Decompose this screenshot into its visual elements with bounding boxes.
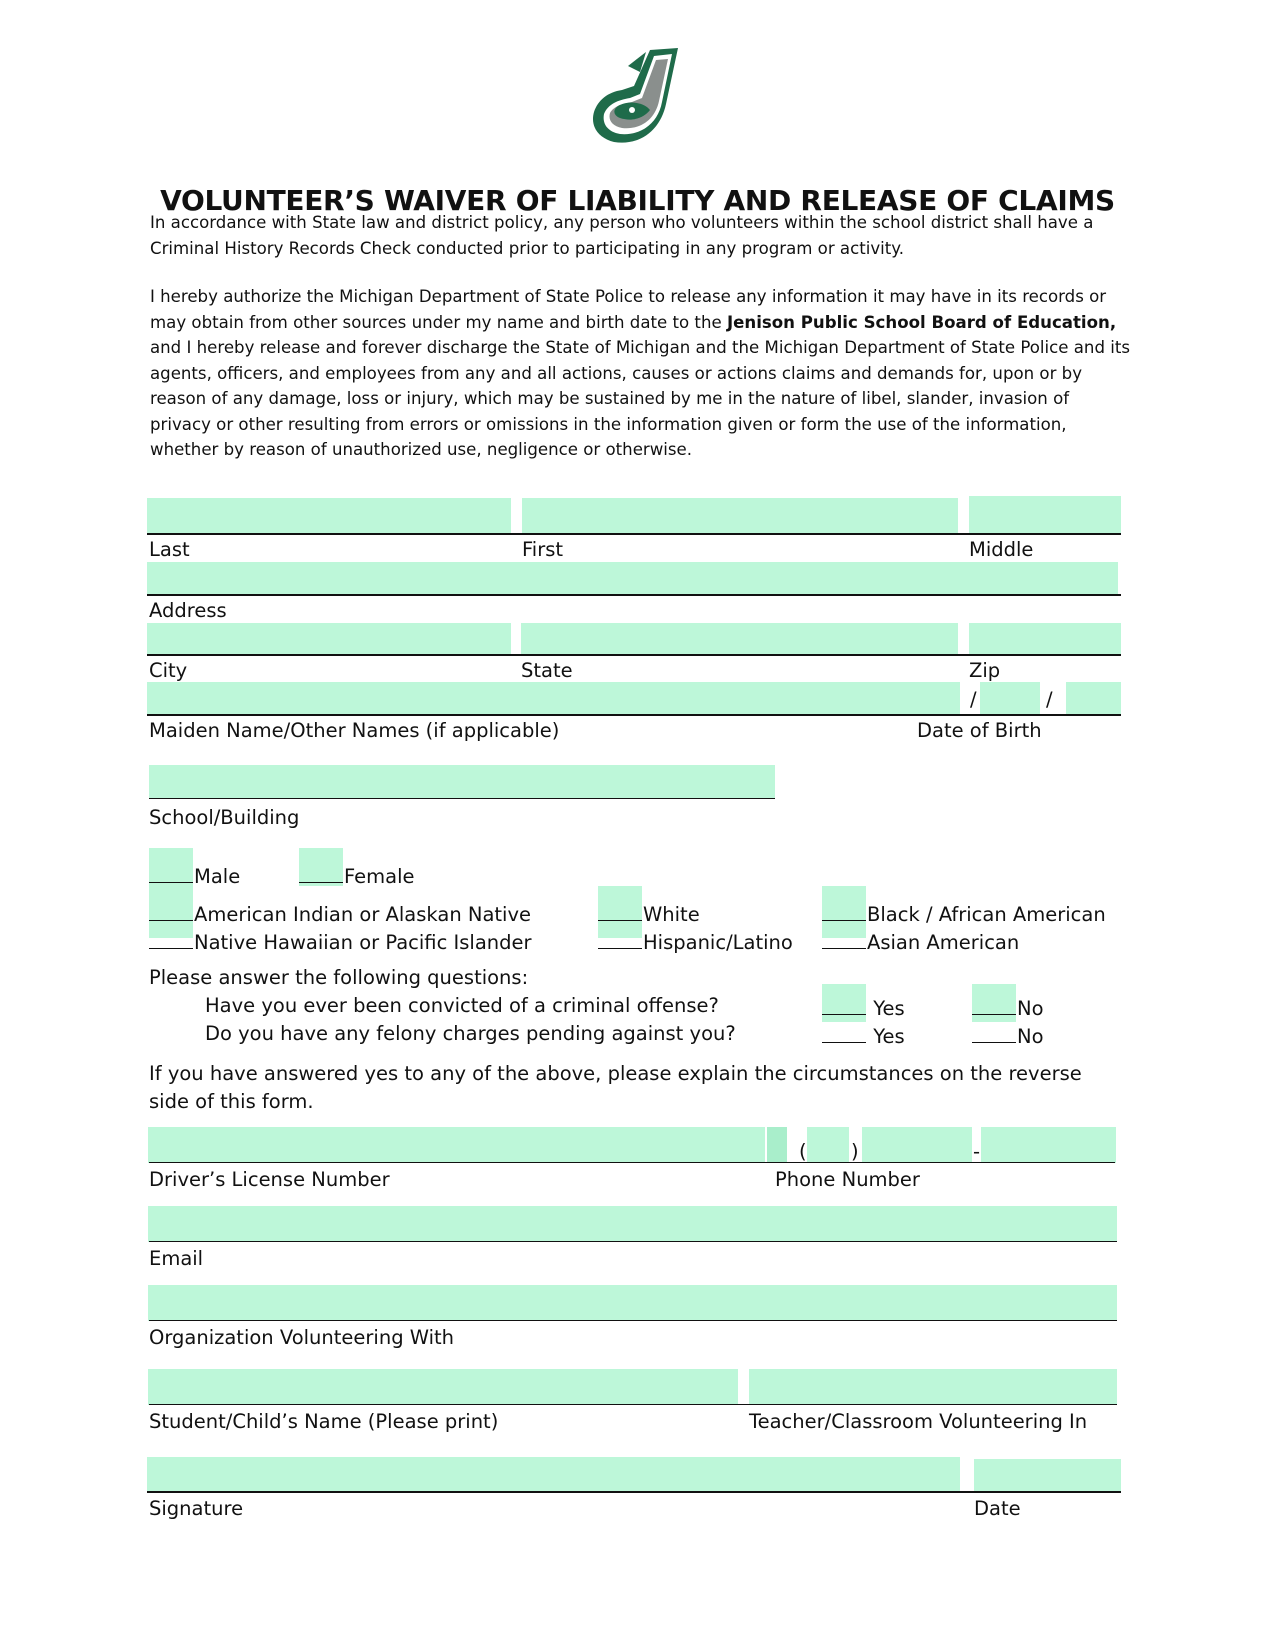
email-field[interactable]: [148, 1206, 1117, 1242]
q2-yes-label: Yes: [873, 1025, 905, 1048]
state-label: State: [521, 659, 573, 682]
address-line: [147, 594, 1121, 596]
male-blank: [149, 862, 193, 883]
explain-note: If you have answered yes to any of the above, please explain the circumstances on the reverse side of this form.: [149, 1062, 1082, 1113]
middle-name-field[interactable]: [969, 496, 1121, 533]
q1-yes-blank: [822, 994, 866, 1015]
first-name-field[interactable]: [522, 498, 958, 533]
black-blank: [822, 900, 866, 921]
phone-gap: [767, 1127, 787, 1163]
q1-yes-label: Yes: [873, 997, 905, 1020]
phone-prefix-field[interactable]: [862, 1127, 972, 1163]
authorization-board-name: Jenison Public School Board of Education,: [726, 312, 1117, 332]
q2-no-label: No: [1017, 1025, 1044, 1048]
hispanic-label: Hispanic/Latino: [643, 931, 793, 954]
white-label: White: [643, 903, 700, 926]
name-line: [147, 533, 1121, 535]
phone-open-paren: (: [799, 1140, 807, 1163]
school-label: School/Building: [149, 806, 300, 829]
school-line: [149, 798, 775, 799]
signature-field[interactable]: [147, 1457, 960, 1491]
question-criminal-offense: Have you ever been convicted of a criminal offense?: [205, 994, 719, 1017]
student-name-field[interactable]: [148, 1369, 738, 1405]
asian-label: Asian American: [867, 931, 1020, 954]
black-label: Black / African American: [867, 903, 1106, 926]
organization-label: Organization Volunteering With: [149, 1326, 455, 1349]
city-label: City: [149, 659, 188, 682]
signature-label: Signature: [149, 1497, 244, 1520]
phone-line-number-field[interactable]: [981, 1127, 1116, 1163]
female-label: Female: [344, 865, 415, 888]
phone-dash: -: [973, 1140, 981, 1163]
middle-label: Middle: [969, 538, 1034, 561]
date-field[interactable]: [974, 1459, 1121, 1491]
female-option: [299, 862, 415, 889]
american-indian-label: American Indian or Alaskan Native: [194, 903, 532, 926]
q2-yes-option[interactable]: [822, 1022, 905, 1049]
asian-blank: [822, 928, 866, 949]
dob-separator-2: /: [1046, 688, 1053, 711]
q1-no-option: [972, 994, 1044, 1021]
maiden-label: Maiden Name/Other Names (if applicable): [149, 719, 560, 742]
school-building-field[interactable]: [149, 765, 775, 799]
last-name-field[interactable]: [147, 498, 511, 533]
hawaiian-blank: [149, 928, 193, 949]
city-field[interactable]: [147, 623, 511, 655]
authorization-text-start: I hereby authorize the Michigan Department of State Police to release any information it may have in its records or may obtain from other sources under my name and birth date to the: [150, 287, 1107, 332]
address-label: Address: [149, 599, 227, 622]
white-option: [598, 900, 700, 927]
signature-line: [147, 1491, 1121, 1493]
q1-no-blank: [972, 994, 1016, 1015]
hispanic-blank: [598, 928, 642, 949]
american-indian-option: [149, 900, 531, 927]
address-field[interactable]: [147, 562, 1118, 595]
dob-separator-1: /: [970, 688, 977, 711]
drivers-license-field[interactable]: [148, 1127, 765, 1163]
zip-field[interactable]: [969, 623, 1121, 655]
maiden-line: [147, 714, 1121, 716]
date-label: Date: [974, 1497, 1021, 1520]
phone-close-paren: ): [851, 1140, 859, 1163]
license-label: Driver’s License Number: [149, 1168, 390, 1191]
dob-year-field[interactable]: [1066, 682, 1121, 714]
asian-option: [822, 928, 1019, 955]
q2-no-blank: [972, 1022, 1016, 1043]
male-option: [149, 862, 240, 889]
email-line: [149, 1241, 1117, 1242]
authorization-text-end: and I hereby release and forever discharge the State of Michigan and the Michigan Department of State Police and its agents, officers, and employees from any and all actions, causes or actions claims and demands for, upon or by reason of any damage, loss or injury, which may be sustained by me in the nature of libel, slander, invasion of privacy or other resulting from errors or omissions in the information given or form the use of the information, whether by reason of unauthorized use, negligence or otherwise.: [150, 338, 1131, 459]
question-felony-charges: Do you have any felony charges pending against you?: [205, 1022, 736, 1045]
email-label: Email: [149, 1247, 204, 1270]
phone-label: Phone Number: [775, 1168, 920, 1191]
teacher-classroom-field[interactable]: [749, 1369, 1117, 1405]
form-title: VOLUNTEER’S WAIVER OF LIABILITY AND RELEASE OF CLAIMS: [160, 184, 1115, 217]
questions-prompt: Please answer the following questions:: [149, 966, 529, 989]
female-blank: [299, 862, 343, 883]
organization-field[interactable]: [148, 1285, 1117, 1321]
hawaiian-label: Native Hawaiian or Pacific Islander: [194, 931, 532, 954]
american-indian-blank: [149, 900, 193, 921]
authorization-paragraph: [150, 284, 1135, 463]
q1-yes-option: [822, 994, 905, 1021]
last-label: Last: [149, 538, 190, 561]
dob-day-field[interactable]: [980, 682, 1040, 714]
maiden-name-field[interactable]: [147, 682, 960, 714]
hawaiian-option: [149, 928, 532, 955]
student-teacher-line: [149, 1404, 1117, 1405]
organization-line: [149, 1320, 1117, 1321]
hispanic-option: [598, 928, 793, 955]
student-label: Student/Child’s Name (Please print): [149, 1410, 499, 1433]
state-field[interactable]: [521, 623, 958, 655]
zip-label: Zip: [969, 659, 1001, 682]
intro-paragraph: In accordance with State law and district policy, any person who volunteers within the school district shall have a Criminal History Records Check conducted prior to participating in any program or activity.: [150, 213, 1094, 258]
black-option: [822, 900, 1106, 927]
jenison-wildcat-logo: [588, 46, 684, 150]
q2-yes-blank: [822, 1022, 866, 1043]
male-label: Male: [194, 865, 241, 888]
first-label: First: [522, 538, 564, 561]
dob-label: Date of Birth: [917, 719, 1042, 742]
q2-no-option[interactable]: [972, 1022, 1044, 1049]
license-phone-line: [149, 1162, 1115, 1163]
city-line: [147, 654, 1121, 656]
q1-no-label: No: [1017, 997, 1044, 1020]
teacher-label: Teacher/Classroom Volunteering In: [749, 1410, 1088, 1433]
phone-area-code-field[interactable]: [807, 1127, 849, 1163]
white-blank: [598, 900, 642, 921]
